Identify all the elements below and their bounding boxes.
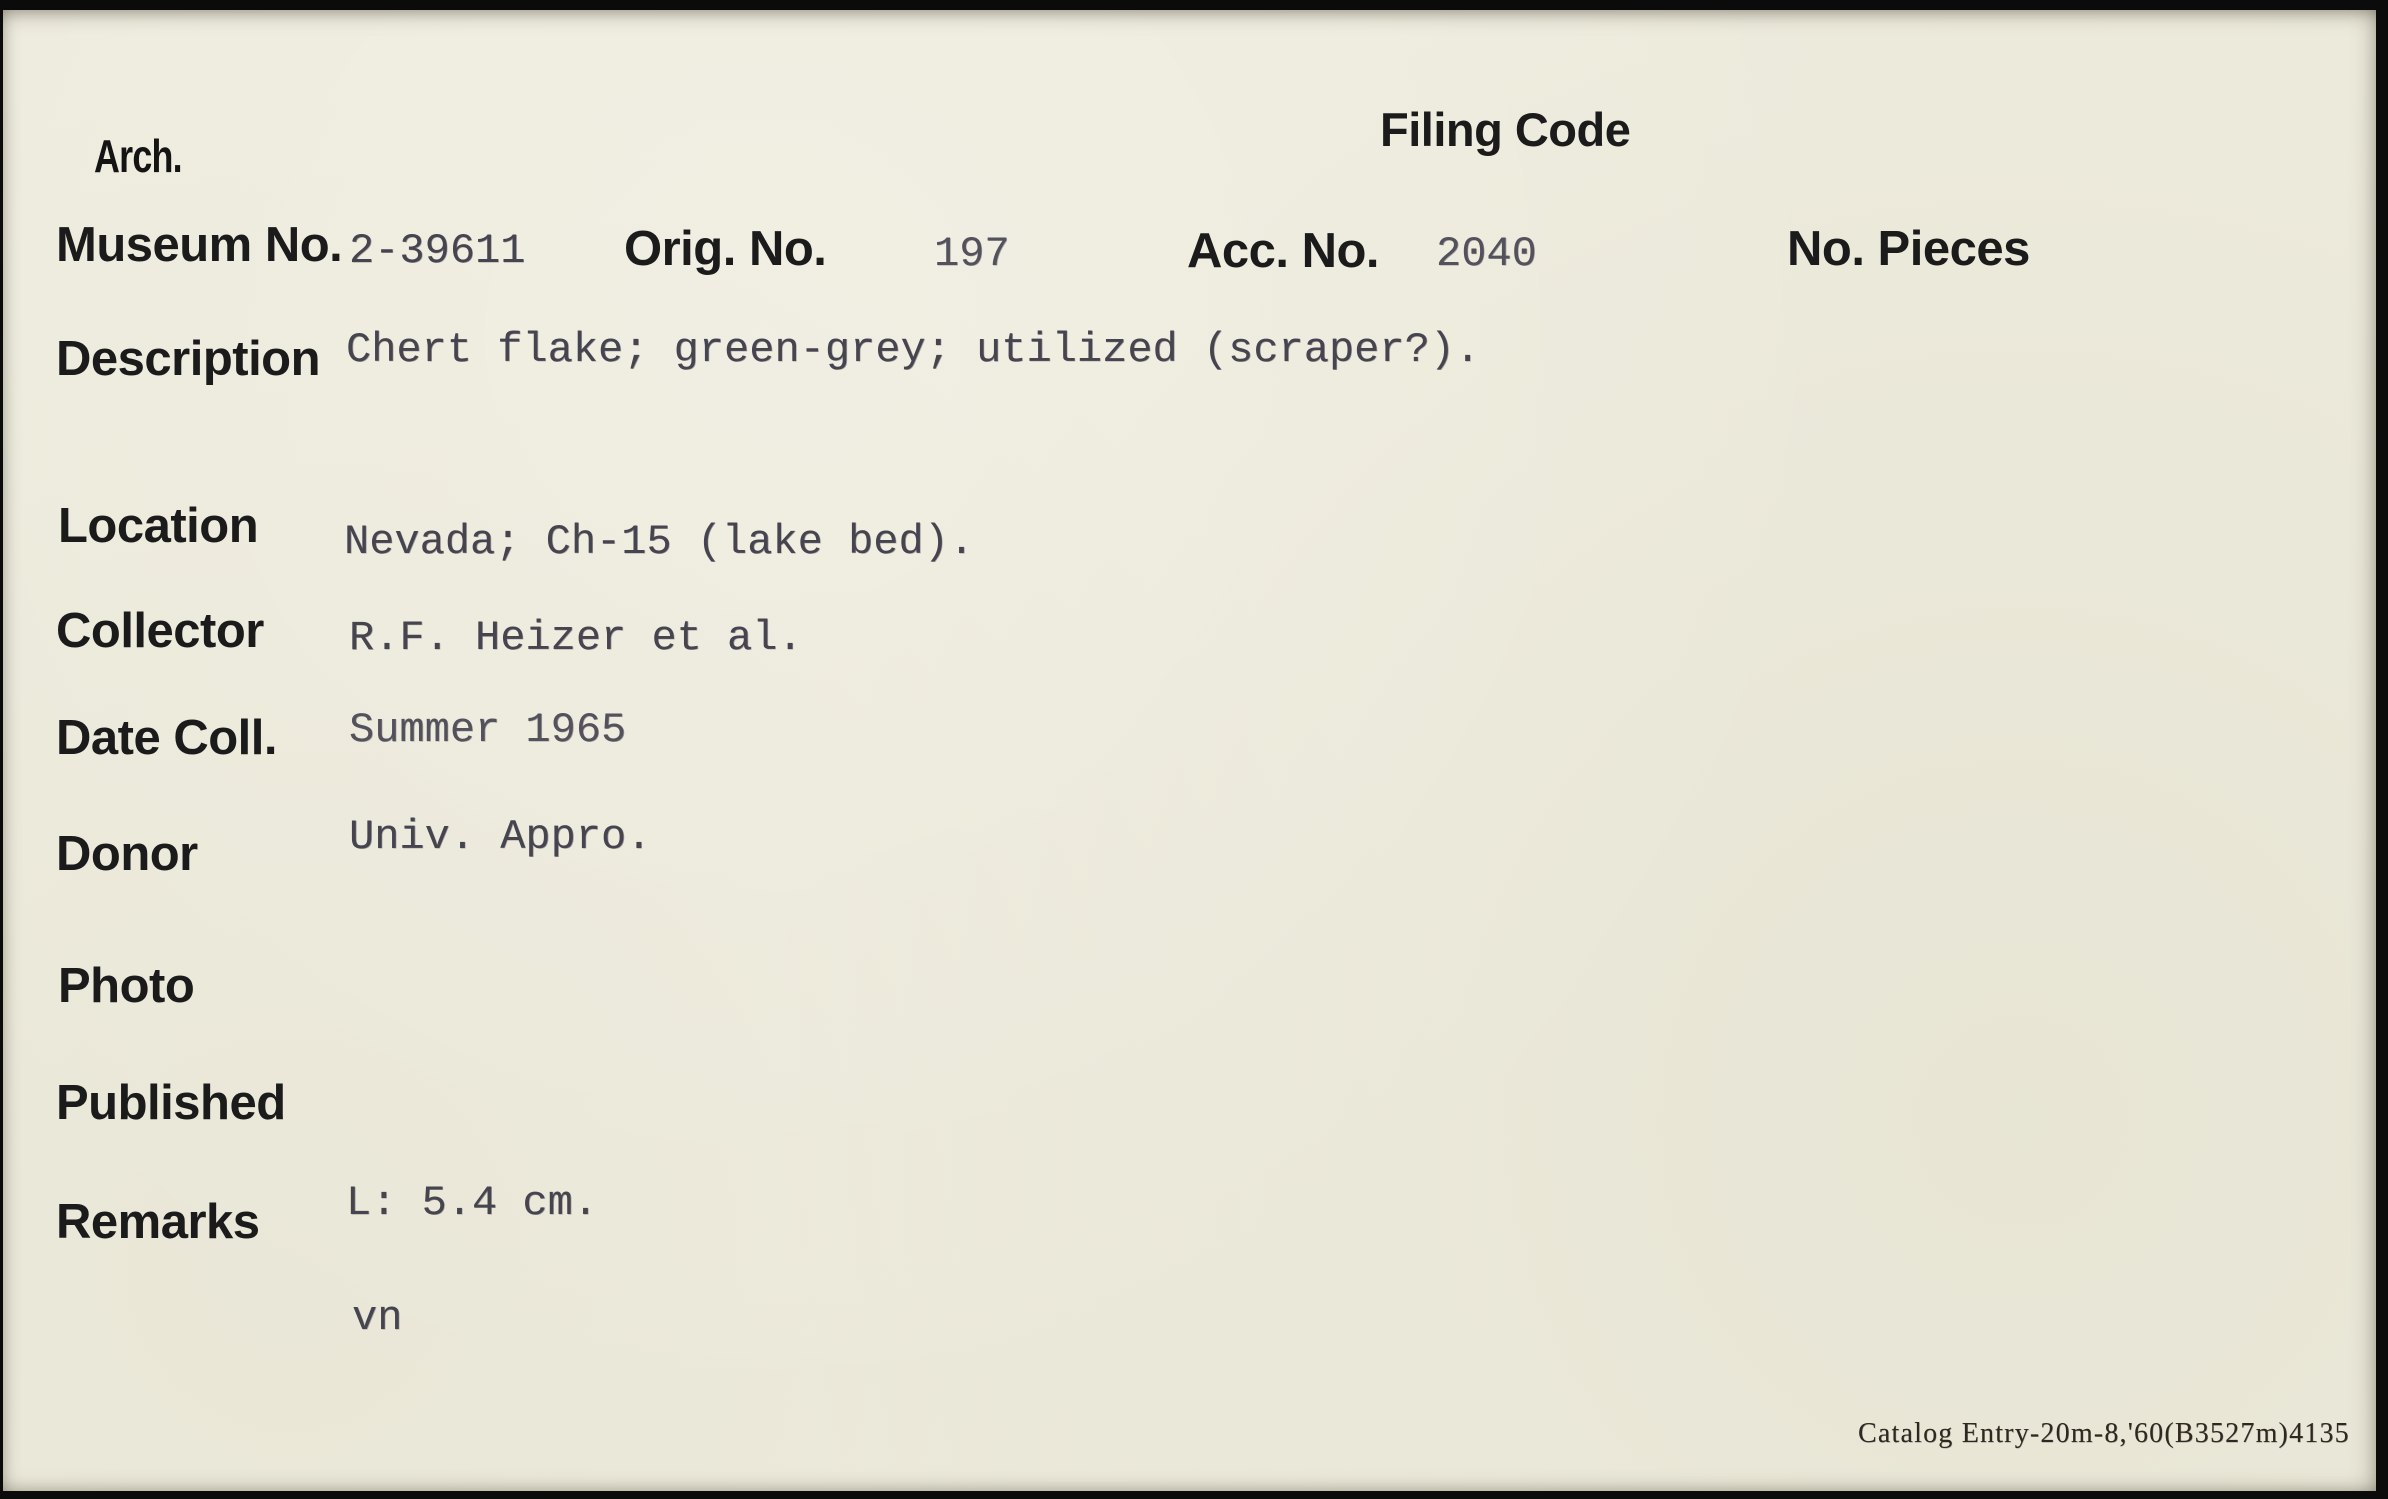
photo-label: Photo	[58, 959, 195, 1013]
collector-label: Collector	[56, 604, 264, 658]
cataloguer-initials: vn	[352, 1294, 403, 1342]
arch-stamp: Arch.	[94, 130, 182, 182]
description-label: Description	[56, 332, 321, 386]
date-coll-value: Summer 1965	[349, 706, 627, 754]
published-label: Published	[56, 1076, 286, 1130]
description-value: Chert flake; green-grey; utilized (scraper?).	[346, 326, 1481, 374]
remarks-label: Remarks	[56, 1195, 260, 1249]
museum-no-value: 2-39611	[349, 227, 526, 275]
no-pieces-label: No. Pieces	[1787, 222, 2030, 276]
scan-edge-right	[2376, 0, 2388, 1499]
collector-value: R.F. Heizer et al.	[349, 614, 803, 662]
orig-no-label: Orig. No.	[624, 222, 827, 276]
scan-edge-bottom	[0, 1491, 2388, 1499]
museum-no-label: Museum No.	[56, 218, 343, 272]
acc-no-label: Acc. No.	[1187, 224, 1380, 278]
location-value: Nevada; Ch-15 (lake bed).	[344, 518, 975, 566]
acc-no-value: 2040	[1436, 230, 1537, 278]
date-coll-label: Date Coll.	[56, 711, 277, 765]
remarks-value: L: 5.4 cm.	[346, 1179, 599, 1227]
orig-no-value: 197	[934, 230, 1010, 278]
filing-code-label: Filing Code	[1380, 103, 1631, 156]
scan-edge-left	[0, 0, 3, 1499]
location-label: Location	[58, 499, 259, 553]
print-code: Catalog Entry-20m-8,'60(B3527m)4135	[1858, 1418, 2350, 1449]
donor-label: Donor	[56, 827, 198, 881]
donor-value: Univ. Appro.	[349, 813, 652, 861]
scan-edge-top	[0, 0, 2388, 10]
